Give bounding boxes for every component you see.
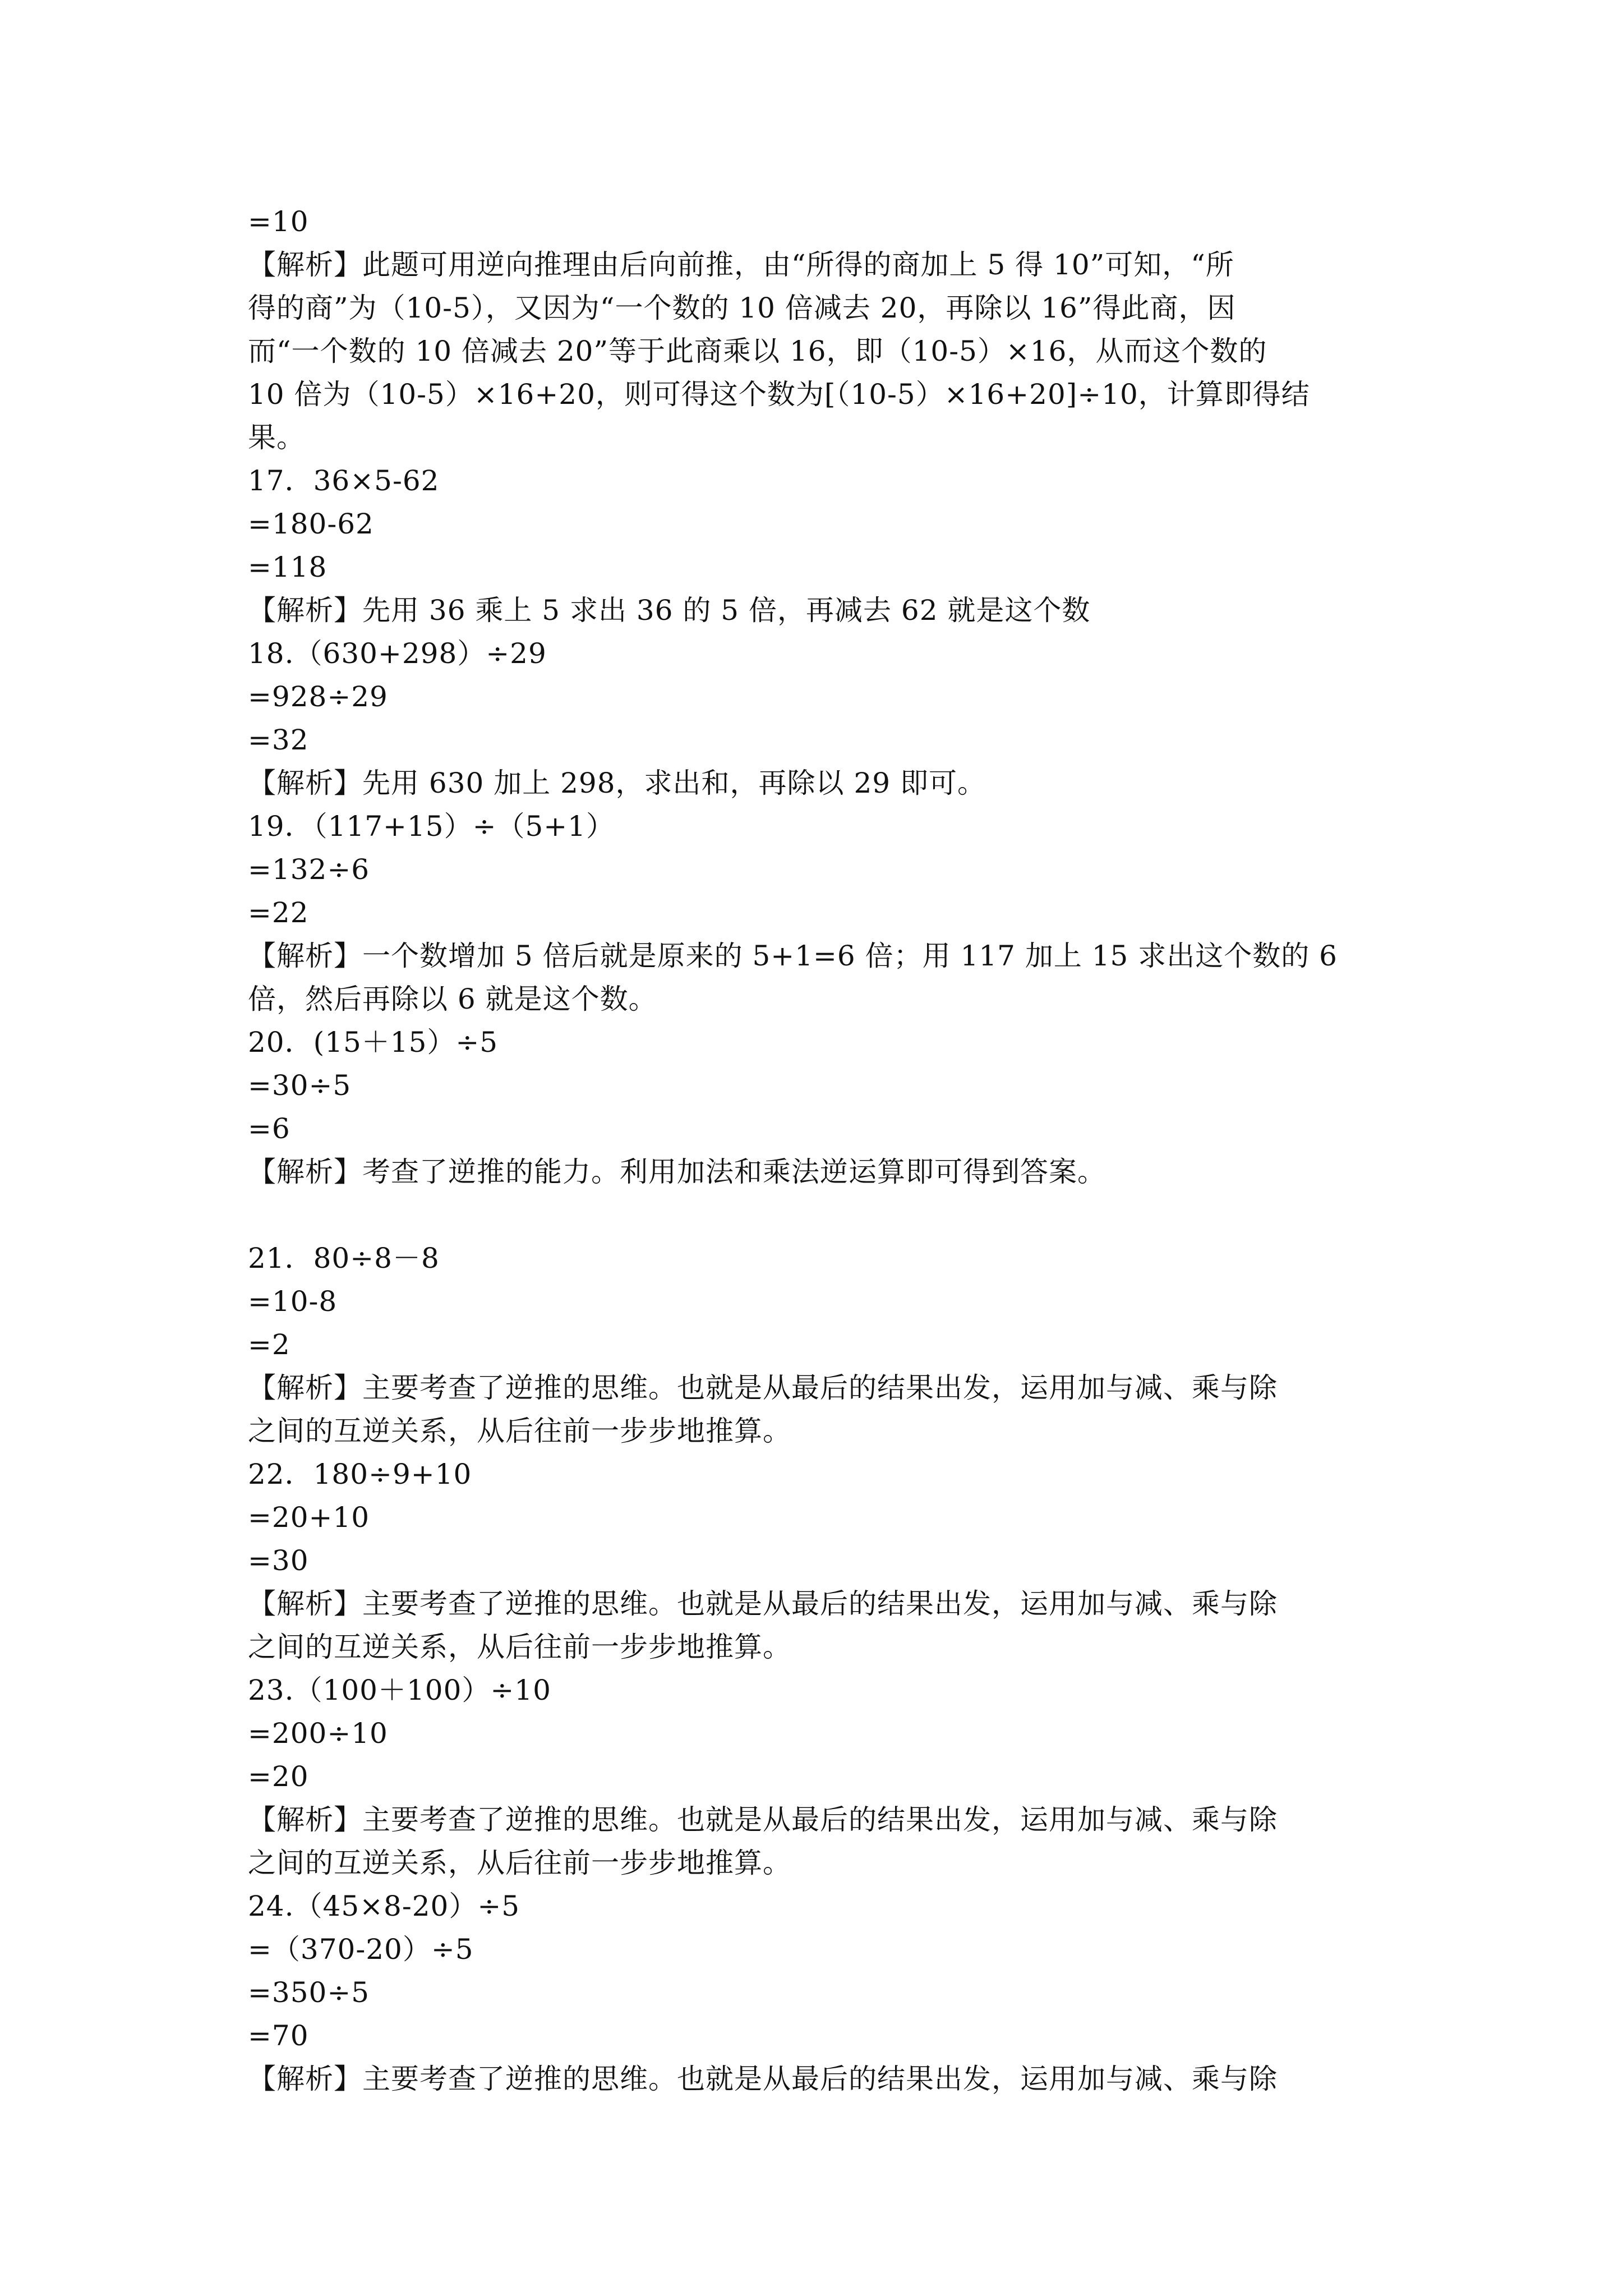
text-line: =350÷5 (248, 1976, 370, 2009)
document-body (248, 200, 1392, 2101)
text-line: =30÷5 (248, 1069, 352, 1102)
text-line: 24.（45×8-20）÷5 (248, 1890, 520, 1922)
text-line: =20 (248, 1760, 309, 1793)
text-line: =10-8 (248, 1285, 338, 1318)
text-line: 【解析】主要考查了逆推的思维。也就是从最后的结果出发，运用加与减、乘与除 (248, 1588, 1278, 1620)
text-line: 【解析】主要考查了逆推的思维。也就是从最后的结果出发，运用加与减、乘与除 (248, 1803, 1278, 1836)
text-line: 22．180÷9+10 (248, 1458, 472, 1490)
text-line: =180-62 (248, 508, 374, 540)
text-line: 之间的互逆关系，从后往前一步步地推算。 (248, 1415, 791, 1447)
text-line: 18.（630+298）÷29 (248, 637, 547, 670)
text-line: =928÷29 (248, 680, 388, 713)
text-line: =6 (248, 1112, 291, 1145)
text-line: 【解析】主要考查了逆推的思维。也就是从最后的结果出发，运用加与减、乘与除 (248, 2063, 1278, 2095)
text-line: 果。 (248, 421, 305, 454)
text-line: 19．（117+15）÷（5+1） (248, 810, 615, 843)
text-line: 21．80÷8－8 (248, 1242, 440, 1274)
text-line: 20．(15＋15）÷5 (248, 1026, 499, 1059)
blank-line (248, 1194, 1392, 1237)
text-line: =2 (248, 1328, 291, 1361)
text-line: =200÷10 (248, 1717, 388, 1750)
text-line: 而“一个数的 10 倍减去 20”等于此商乘以 16，即（10-5）×16，从而这个数的 (248, 335, 1267, 367)
text-line: 倍，然后再除以 6 就是这个数。 (248, 983, 657, 1015)
text-line: =70 (248, 2019, 309, 2052)
text-line: 之间的互逆关系，从后往前一步步地推算。 (248, 1847, 791, 1879)
text-line: =（370-20）÷5 (248, 1933, 474, 1966)
text-line: =118 (248, 551, 328, 583)
text-line: 得的商”为（10-5），又因为“一个数的 10 倍减去 20，再除以 16”得此商，因 (248, 292, 1236, 324)
text-line: =30 (248, 1544, 309, 1577)
text-line: =132÷6 (248, 853, 370, 886)
text-line: 【解析】一个数增加 5 倍后就是原来的 5+1=6 倍；用 117 加上 15 求出这个数的 6 (248, 940, 1338, 972)
text-line: 【解析】先用 630 加上 298，求出和，再除以 29 即可。 (248, 767, 986, 799)
text-line: 【解析】此题可用逆向推理由后向前推，由“所得的商加上 5 得 10”可知，“所 (248, 249, 1234, 281)
text-line: 【解析】主要考查了逆推的思维。也就是从最后的结果出发，运用加与减、乘与除 (248, 1372, 1278, 1404)
text-line: =22 (248, 896, 309, 929)
text-line: =32 (248, 724, 309, 756)
text-line: =20+10 (248, 1501, 370, 1534)
text-line: 17．36×5-62 (248, 464, 440, 497)
text-line: 10 倍为（10-5）×16+20，则可得这个数为[（10-5）×16+20]÷10，计算即得结 (248, 378, 1310, 411)
text-line: 之间的互逆关系，从后往前一步步地推算。 (248, 1631, 791, 1663)
text-line: 23.（100＋100）÷10 (248, 1674, 551, 1706)
text-line: 【解析】考查了逆推的能力。利用加法和乘法逆运算即可得到答案。 (248, 1156, 1106, 1188)
text-line: =10 (248, 205, 309, 238)
text-line: 【解析】先用 36 乘上 5 求出 36 的 5 倍，再减去 62 就是这个数 (248, 594, 1091, 627)
